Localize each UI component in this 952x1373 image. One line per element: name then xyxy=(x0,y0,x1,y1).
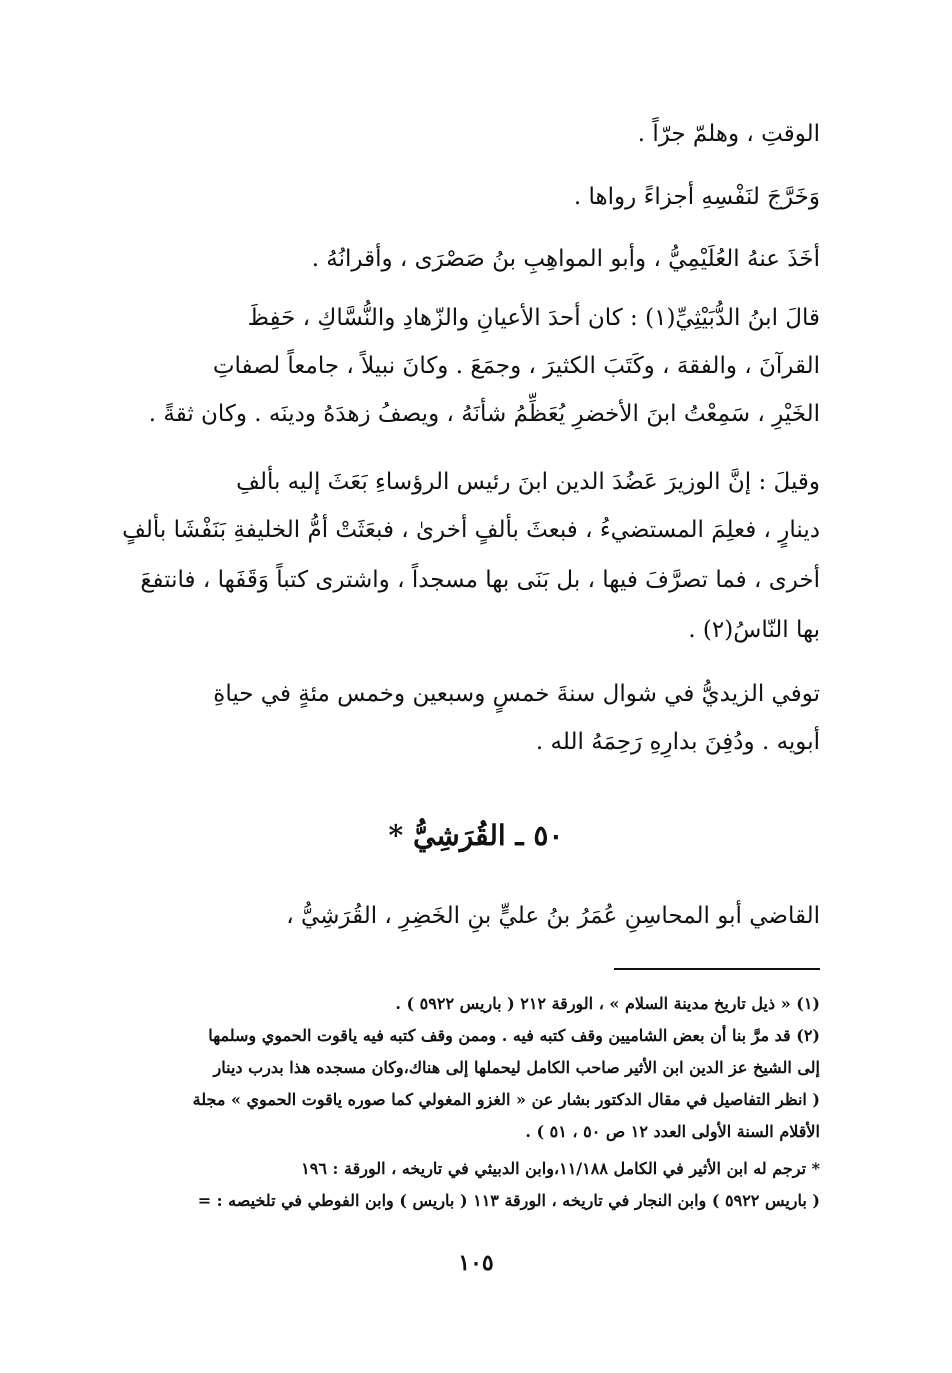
body-line-12: أبويه . ودُفِنَ بدارِهِ رَحِمَهُ الله . xyxy=(535,729,820,755)
footnote-line-4: ( انظر التفاصيل في مقال الدكتور بشار عن « الغزو المغولي كما صوره ياقوت الحموي » مجلة xyxy=(192,1090,820,1109)
body-line-5: القرآنَ ، والفقهَ ، وكَتَبَ الكثيرَ ، وجمَعَ . وكانَ نبيلاً ، جامعاً لصفاتِ xyxy=(212,353,820,379)
footnote-line-3: إلى الشيخ عز الدين ابن الأثير صاحب الكامل ليحملها إلى هناك،وكان مسجده هذا بدرب دينار xyxy=(213,1058,820,1077)
body-line-6: الخَيْرِ ، سَمِعْتُ ابنَ الأخضرِ يُعَظِّمُ شأنَهُ ، ويصفُ زهدَهُ ودينَه . وكان ثقةً . xyxy=(148,401,820,427)
body-line-3: أخَذَ عنهُ العُلَيْمِيُّ ، وأبو المواهِبِ بنُ صَصْرَى ، وأقرانُهُ . xyxy=(311,246,820,272)
footnote-line-2: (٢) قد مرَّ بنا أن بعض الشاميين وقف كتبه فيه . وممن وقف كتبه فيه ياقوت الحموي وسلمها xyxy=(208,1026,820,1045)
entry-first-line: القاضي أبو المحاسِنِ عُمَرُ بنُ عليٍّ بنِ الخَضِرِ ، القُرَشِيُّ ، xyxy=(286,903,820,929)
body-line-4: قالَ ابنُ الدُّبَيْثِيِّ(١) : كان أحدَ الأعيانِ والزّهادِ والنُّسَّاكِ ، حَفِظَ xyxy=(247,305,820,331)
body-line-11: توفي الزيديُّ في شوال سنةَ خمسٍ وسبعين وخمس مئةٍ في حياةِ xyxy=(213,681,820,707)
body-line-10: بها النّاسُ(٢) . xyxy=(688,617,820,643)
body-line-7: وقيلَ : إنَّ الوزيرَ عَضُدَ الدين ابنَ رئيس الرؤساءِ بَعَثَ إليه بألفِ xyxy=(236,469,820,495)
entry-heading: ٥٠ ـ القُرَشِيُّ * xyxy=(388,819,564,852)
footnote-line-6: * ترجم له ابن الأثير في الكامل ١١/١٨٨،وابن الدبيثي في تاريخه ، الورقة : ١٩٦ xyxy=(301,1159,820,1178)
body-line-1: الوقتِ ، وهلمّ جرّاً . xyxy=(637,121,820,147)
footnote-divider xyxy=(614,968,820,970)
page-number: ١٠٥ xyxy=(458,1250,494,1276)
body-line-9: أخرى ، فما تصرَّفَ فيها ، بل بَنَى بها مسجداً ، واشترى كتباً وَقَفَها ، فانتفعَ xyxy=(140,567,820,593)
body-line-2: وَخَرَّجَ لنَفْسِهِ أجزاءً رواها . xyxy=(573,184,820,210)
body-line-8: دينارٍ ، فعلِمَ المستضيءُ ، فبعثَ بألفٍ أخرىٰ ، فبعَثَتْ أمُّ الخليفةِ بَنَفْشَا بألفٍ xyxy=(122,517,820,543)
footnote-line-5: الأقلام السنة الأولى العدد ١٢ ص ٥٠ ، ٥١ ) . xyxy=(525,1122,820,1141)
footnote-line-7: ( باريس ٥٩٢٢ ) وابن النجار في تاريخه ، الورقة ١١٣ ( باريس ) وابن الفوطي في تلخيصه : = xyxy=(197,1191,820,1210)
footnote-line-1: (١) « ذيل تاريخ مدينة السلام » ، الورقة ٢١٢ ( باريس ٥٩٢٢ ) . xyxy=(395,994,820,1013)
